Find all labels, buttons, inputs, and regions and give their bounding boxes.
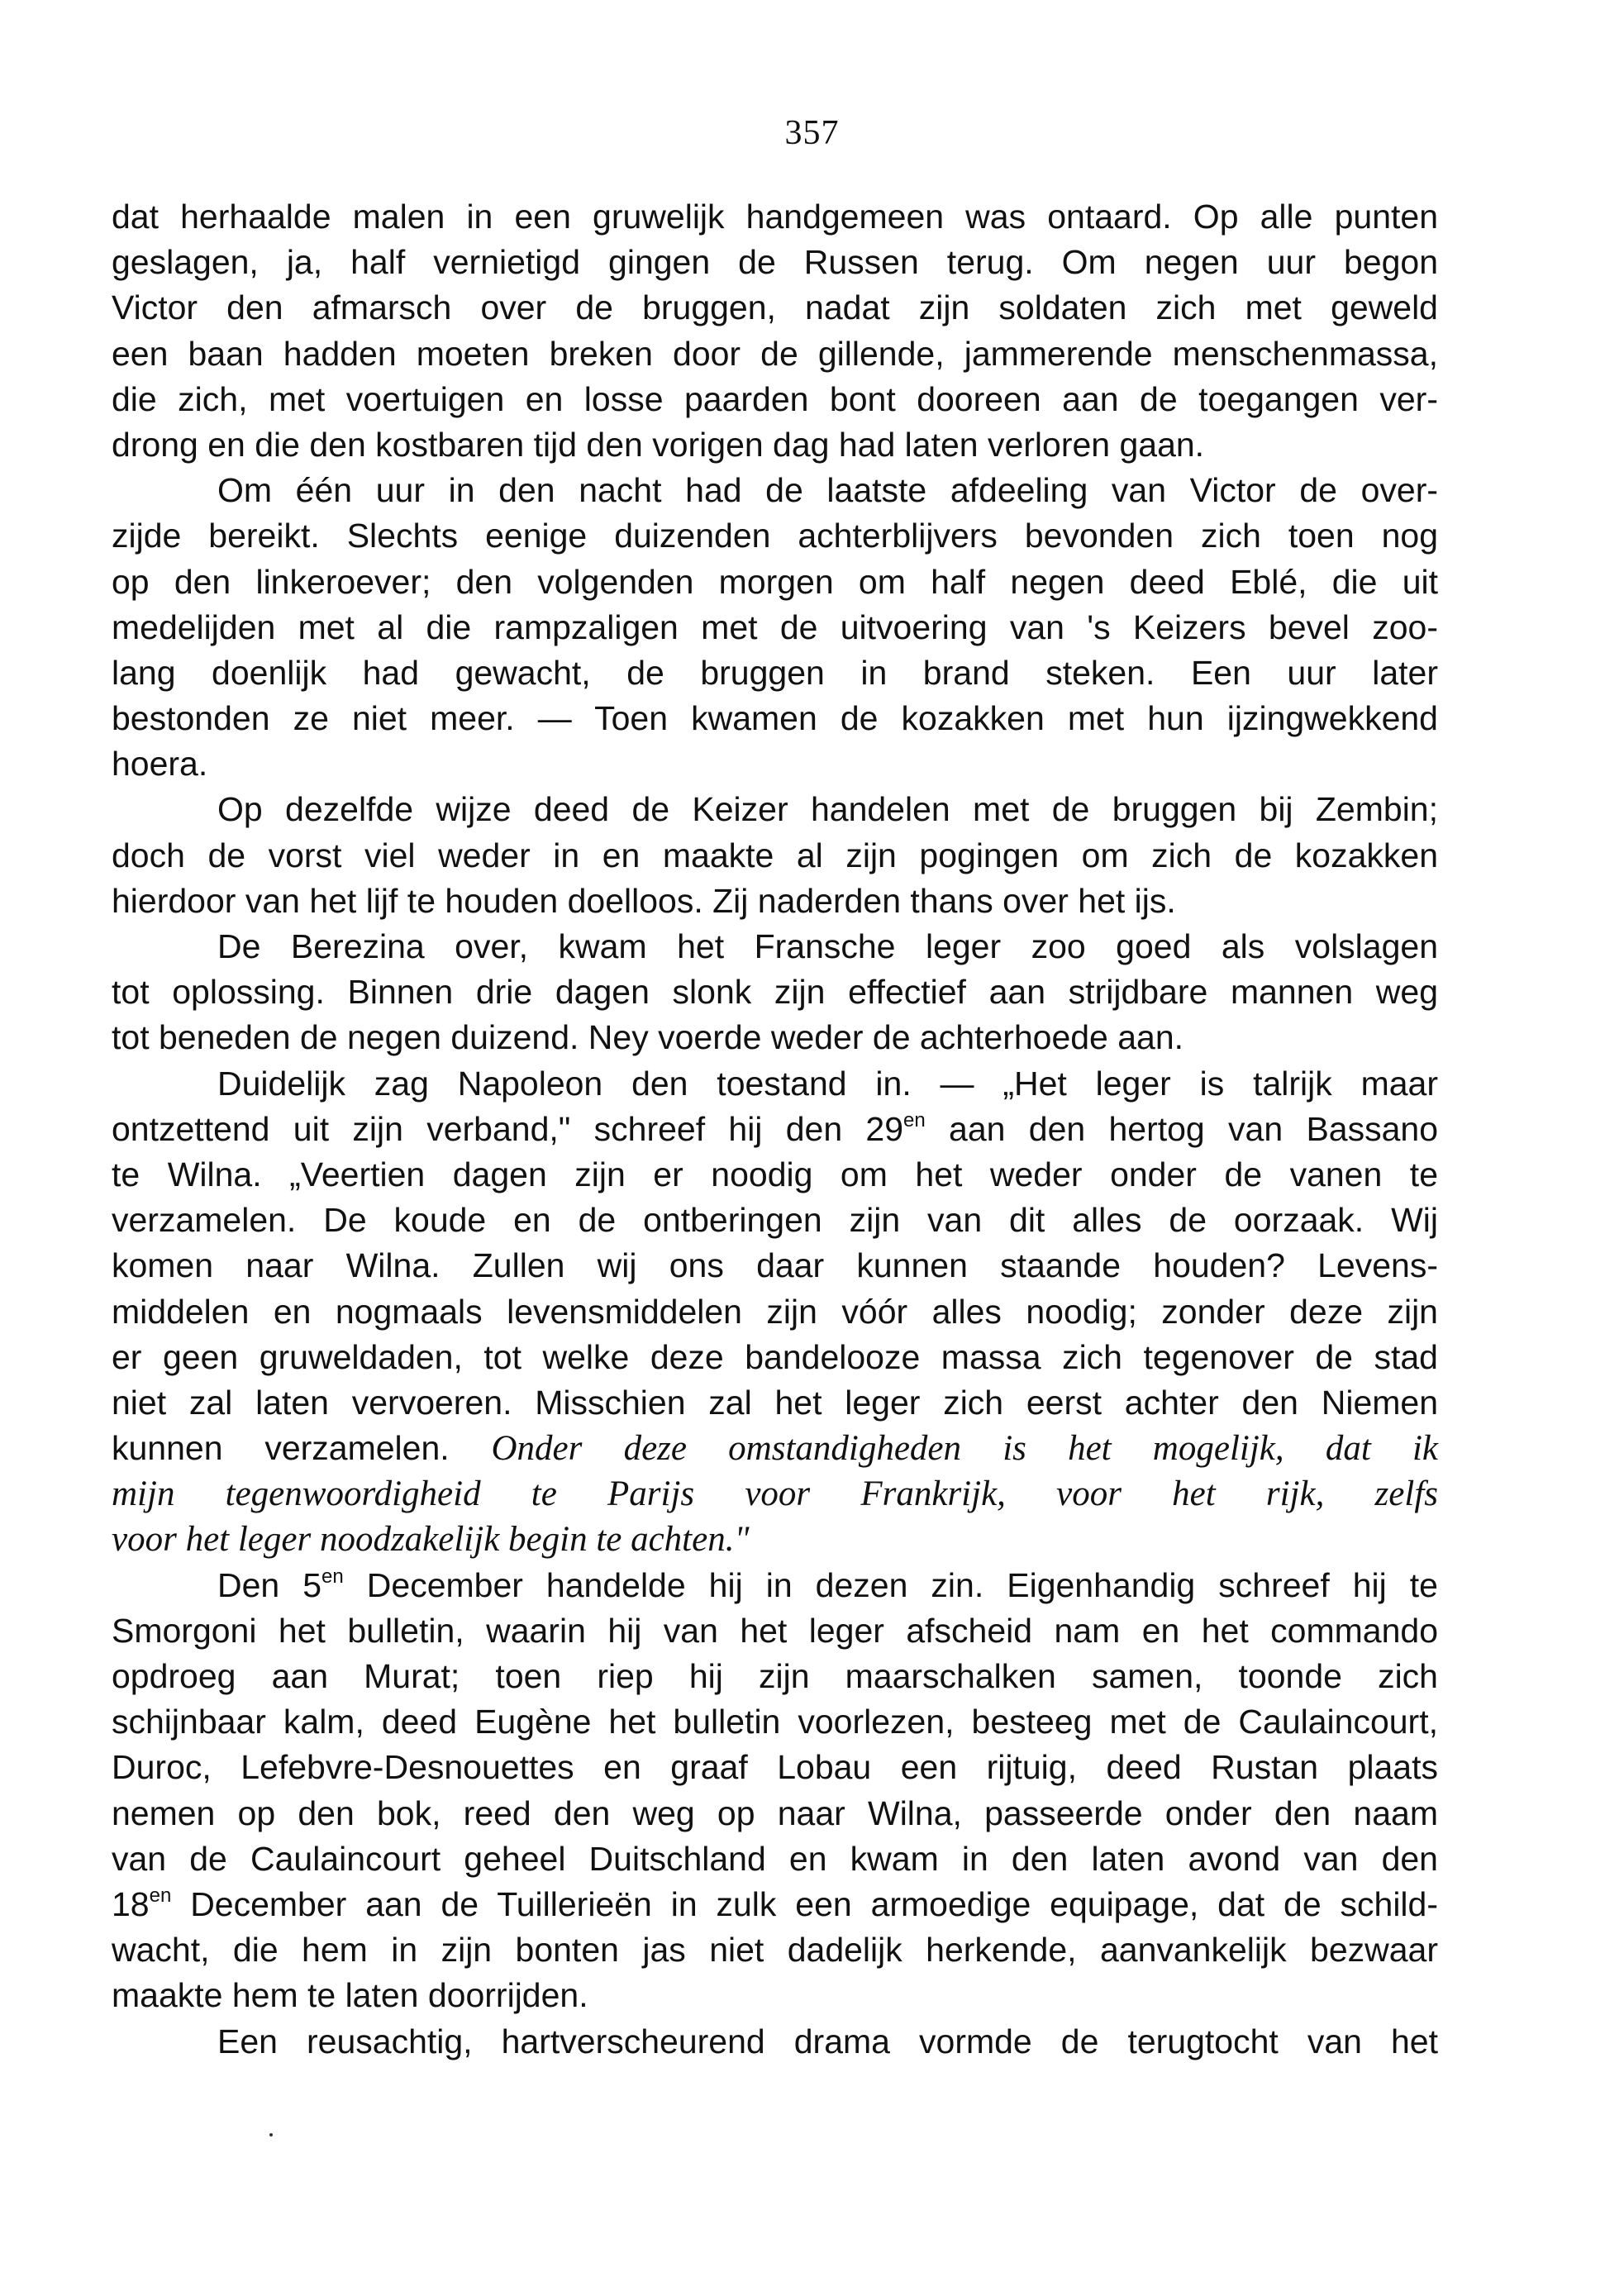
paragraph xyxy=(112,468,1438,787)
text-line: op den linkeroever; den volgenden morgen om half negen deed Eblé, die uit xyxy=(112,562,1438,601)
text-line xyxy=(112,1107,1438,1152)
text-line: lang doenlijk had gewacht, de bruggen in brand steken. Een uur later xyxy=(112,653,1438,692)
text-line: doch de vorst viel weder in en maakte al zijn pogingen om zich de kozakken xyxy=(112,836,1438,874)
text-line: De Berezina over, kwam het Fransche leger zoo goed als volslagen xyxy=(217,927,1438,965)
text-segment: December handelde hij in dezen zin. Eigenhandig schreef hij te xyxy=(343,1565,1438,1604)
text-line: een baan hadden moeten breken door de gillende, jammerende menschenmassa, xyxy=(112,334,1438,373)
text-line: wacht, die hem in zijn bonten jas niet dadelijk herkende, aanvankelijk bezwaar xyxy=(112,1931,1438,1970)
paragraph xyxy=(112,194,1438,468)
text-line: Een reusachtig, hartverscheurend drama vormde de terugtocht van het xyxy=(217,2022,1438,2060)
text-line: Om één uur in den nacht had de laatste afdeeling van Victor de over- xyxy=(217,471,1438,510)
text-line: verzamelen. De koude en de ontberingen zijn van dit alles de oorzaak. Wij xyxy=(112,1201,1438,1240)
text-line: tot oplossing. Binnen drie dagen slonk zijn effectief aan strijdbare mannen weg xyxy=(112,973,1438,1012)
paragraph xyxy=(112,1061,1438,1563)
italic-quote: Onder deze omstandigheden is het mogelijk, dat ik xyxy=(491,1429,1438,1469)
text-line: bestonden ze niet meer. — Toen kwamen de kozakken met hun ijzingwekkend xyxy=(112,699,1438,738)
paragraph xyxy=(112,787,1438,924)
paragraph xyxy=(112,2019,1438,2065)
text-line: Smorgoni het bulletin, waarin hij van het leger afscheid nam en het commando xyxy=(112,1611,1438,1650)
text-line: Op dezelfde wijze deed de Keizer handelen met de bruggen bij Zembin; xyxy=(217,790,1438,829)
text-line: maakte hem te laten doorrijden. xyxy=(112,1976,588,2015)
print-speck xyxy=(269,2133,273,2136)
text-line: hierdoor van het lijf te houden doelloos. Zij naderden thans over het ijs. xyxy=(112,881,1176,920)
text-line: er geen gruweldaden, tot welke deze bandelooze massa zich tegenover de stad xyxy=(112,1337,1438,1376)
text-segment: December aan de Tuillerieën in zulk een armoedige equipage, dat de schild- xyxy=(171,1884,1438,1923)
text-segment: kunnen verzamelen. xyxy=(112,1429,492,1468)
text-line: hoera. xyxy=(112,745,208,784)
superscript: en xyxy=(903,1109,926,1132)
text-line: dat herhaalde malen in een gruwelijk handgemeen was ontaard. Op alle punten xyxy=(112,198,1438,236)
italic-quote-line: mijn tegenwoordigheid te Parijs voor Frankrijk, voor het rijk, zelfs xyxy=(112,1474,1438,1514)
text-line: Duidelijk zag Napoleon den toestand in. — „Het leger is talrijk maar xyxy=(217,1064,1438,1103)
text-line: middelen en nogmaals levensmiddelen zijn vóór alles noodig; zonder deze zijn xyxy=(112,1292,1438,1331)
text-line: Victor den afmarsch over de bruggen, nadat zijn soldaten zich met geweld xyxy=(112,288,1438,327)
text-line: medelijden met al die rampzaligen met de uitvoering van 's Keizers bevel zoo- xyxy=(112,607,1438,646)
superscript: en xyxy=(149,1884,172,1908)
text-line xyxy=(112,1882,1438,1927)
text-line: Duroc, Lefebvre-Desnouettes en graaf Lobau een rijtuig, deed Rustan plaats xyxy=(112,1748,1438,1787)
paragraph xyxy=(112,924,1438,1061)
text-line: drong en die den kostbaren tijd den vorigen dag had laten verloren gaan. xyxy=(112,425,1205,464)
text-segment: aan den hertog van Bassano xyxy=(925,1109,1439,1148)
text-line: die zich, met voertuigen en losse paarden bont dooreen aan de toegangen ver- xyxy=(112,379,1438,418)
text-line: te Wilna. „Veertien dagen zijn er noodig om het weder onder de vanen te xyxy=(112,1155,1438,1193)
text-line xyxy=(112,1563,1438,1608)
text-line xyxy=(112,1426,1438,1471)
text-line: zijde bereikt. Slechts eenige duizenden achterblijvers bevonden zich toen nog xyxy=(112,517,1438,555)
text-line: schijnbaar kalm, deed Eugène het bulletin voorlezen, besteeg met de Caulaincourt, xyxy=(112,1703,1438,1741)
page-number: 357 xyxy=(784,114,840,152)
text-line: nemen op den bok, reed den weg op naar Wilna, passeerde onder den naam xyxy=(112,1793,1438,1832)
text-line: opdroeg aan Murat; toen riep hij zijn maarschalken samen, toonde zich xyxy=(112,1657,1438,1695)
text-segment: ontzettend uit zijn verband," schreef hij den 29 xyxy=(112,1109,904,1148)
text-line: niet zal laten vervoeren. Misschien zal het leger zich eerst achter den Niemen xyxy=(112,1383,1438,1422)
text-line: geslagen, ja, half vernietigd gingen de Russen terug. Om negen uur begon xyxy=(112,243,1438,282)
text-line: van de Caulaincourt geheel Duitschland en kwam in den laten avond van den xyxy=(112,1839,1438,1878)
paragraph xyxy=(112,1563,1438,2019)
text-segment: Den 5 xyxy=(217,1565,322,1604)
text-line: tot beneden de negen duizend. Ney voerde weder de achterhoede aan. xyxy=(112,1018,1184,1057)
body-text xyxy=(112,194,1438,2065)
text-line: komen naar Wilna. Zullen wij ons daar kunnen staande houden? Levens- xyxy=(112,1246,1438,1285)
text-segment: 18 xyxy=(112,1884,150,1923)
italic-quote-line: voor het leger noodzakelijk begin te achten." xyxy=(112,1520,750,1560)
superscript: en xyxy=(321,1565,344,1588)
